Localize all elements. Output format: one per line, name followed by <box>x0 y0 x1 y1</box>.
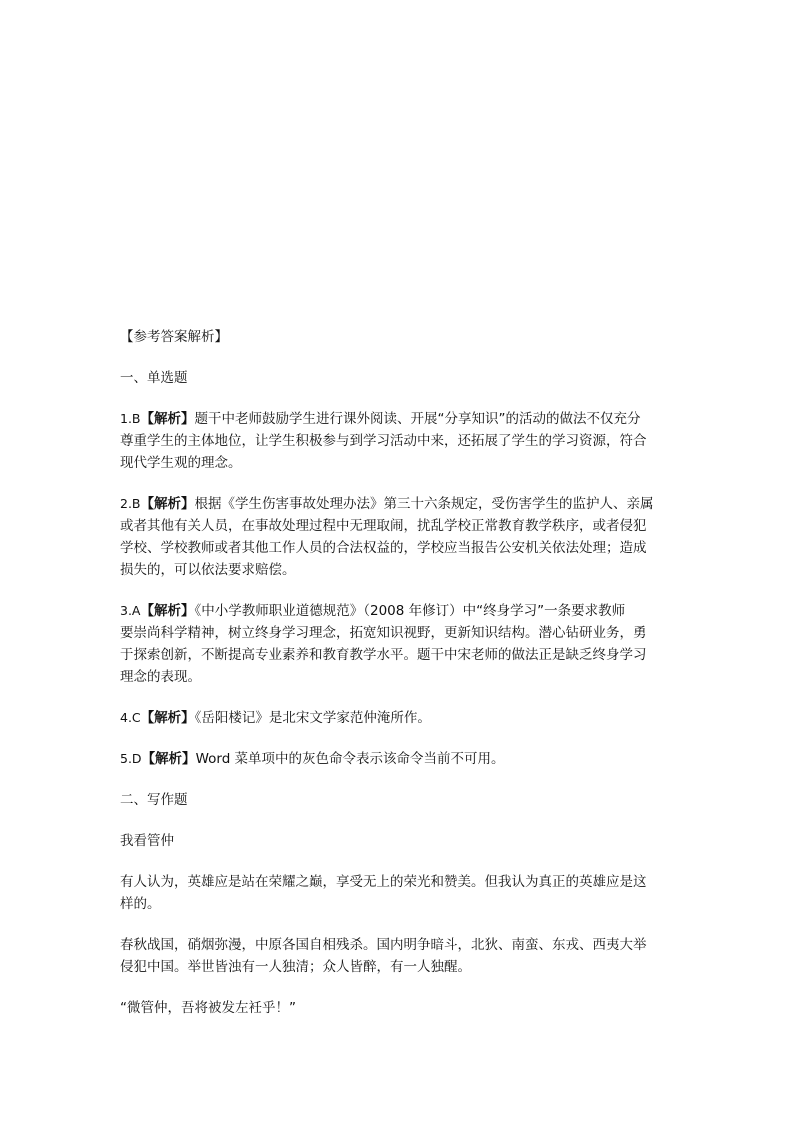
answer-line <box>120 748 676 770</box>
analysis-tag: 【解析】 <box>140 710 195 726</box>
analysis-tag: 【解析】 <box>140 603 195 619</box>
answer-text: 根据《学生伤害事故处理办法》第三十六条规定，受伤害学生的监护人、亲属 <box>194 496 654 512</box>
answer-line: 现代学生观的理念。 <box>120 455 242 471</box>
analysis-tag: 【解析】 <box>140 496 195 512</box>
answer-text: 题干中老师鼓励学生进行课外阅读、开展“分享知识”的活动的做法不仅充分 <box>194 411 641 427</box>
essay-paragraph-2 <box>120 934 676 978</box>
section-single-choice-title: 一、单选题 <box>120 370 188 386</box>
essay-paragraph-3 <box>120 997 676 1019</box>
answer-line <box>120 493 676 515</box>
section-writing-block <box>120 789 676 811</box>
answer-number: 1.B <box>120 411 141 426</box>
essay-line: 样的。 <box>120 896 161 912</box>
essay-line: 有人认为，英雄应是站在荣耀之巅，享受无上的荣光和赞美。但我认为真正的英雄应是这 <box>120 874 647 890</box>
answer-text: 《中小学教师职业道德规范》（2008 年修订）中“终身学习”一条要求教师 <box>194 603 626 619</box>
section-writing-title: 二、写作题 <box>120 792 188 808</box>
essay-title: 我看管仲 <box>120 833 174 849</box>
analysis-tag: 【解析】 <box>140 411 195 427</box>
answer-item-1 <box>120 408 676 474</box>
answer-line <box>120 408 676 430</box>
answer-key-heading: 【参考答案解析】 <box>120 329 228 345</box>
answer-number: 2.B <box>120 496 141 511</box>
answer-line: 或者其他有关人员，在事故处理过程中无理取闹，扰乱学校正常教育教学秩序，或者侵犯 <box>120 518 647 534</box>
section-single-choice-block <box>120 367 676 389</box>
essay-quote: “微管仲，吾将被发左衽乎！” <box>120 1000 296 1016</box>
answer-number: 5.D <box>120 751 142 766</box>
answer-item-5 <box>120 748 676 770</box>
answer-line: 损失的，可以依法要求赔偿。 <box>120 562 296 578</box>
answer-line: 要崇尚科学精神，树立终身学习理念，拓宽知识视野，更新知识结构。潜心钻研业务，勇 <box>120 625 647 641</box>
answer-number: 3.A <box>120 603 141 618</box>
essay-line: 侵犯中国。举世皆浊有一人独清；众人皆醉，有一人独醒。 <box>120 959 471 975</box>
answer-key-heading-block <box>120 326 676 348</box>
essay-line: 春秋战国，硝烟弥漫，中原各国自相残杀。国内明争暗斗，北狄、南蛮、东戎、西夷大举 <box>120 937 647 953</box>
answer-item-3 <box>120 600 676 688</box>
answer-text: Word 菜单项中的灰色命令表示该命令当前不可用。 <box>195 751 505 767</box>
answer-item-4 <box>120 707 676 729</box>
answer-line: 学校、学校教师或者其他工作人员的合法权益的，学校应当报告公安机关依法处理；造成 <box>120 540 647 556</box>
answer-line <box>120 707 676 729</box>
document-page <box>120 326 676 1038</box>
answer-number: 4.C <box>120 710 141 725</box>
answer-line: 尊重学生的主体地位，让学生积极参与到学习活动中来，还拓展了学生的学习资源，符合 <box>120 433 647 449</box>
essay-paragraph-1 <box>120 871 676 915</box>
analysis-tag: 【解析】 <box>141 751 196 767</box>
answer-line: 于探索创新，不断提高专业素养和教育教学水平。题干中宋老师的做法正是缺乏终身学习 <box>120 647 647 663</box>
answer-text: 《岳阳楼记》是北宋文学家范仲淹所作。 <box>194 710 431 726</box>
answer-item-2 <box>120 493 676 581</box>
essay-title-block <box>120 830 676 852</box>
answer-line: 理念的表现。 <box>120 669 201 685</box>
answer-line <box>120 600 676 622</box>
